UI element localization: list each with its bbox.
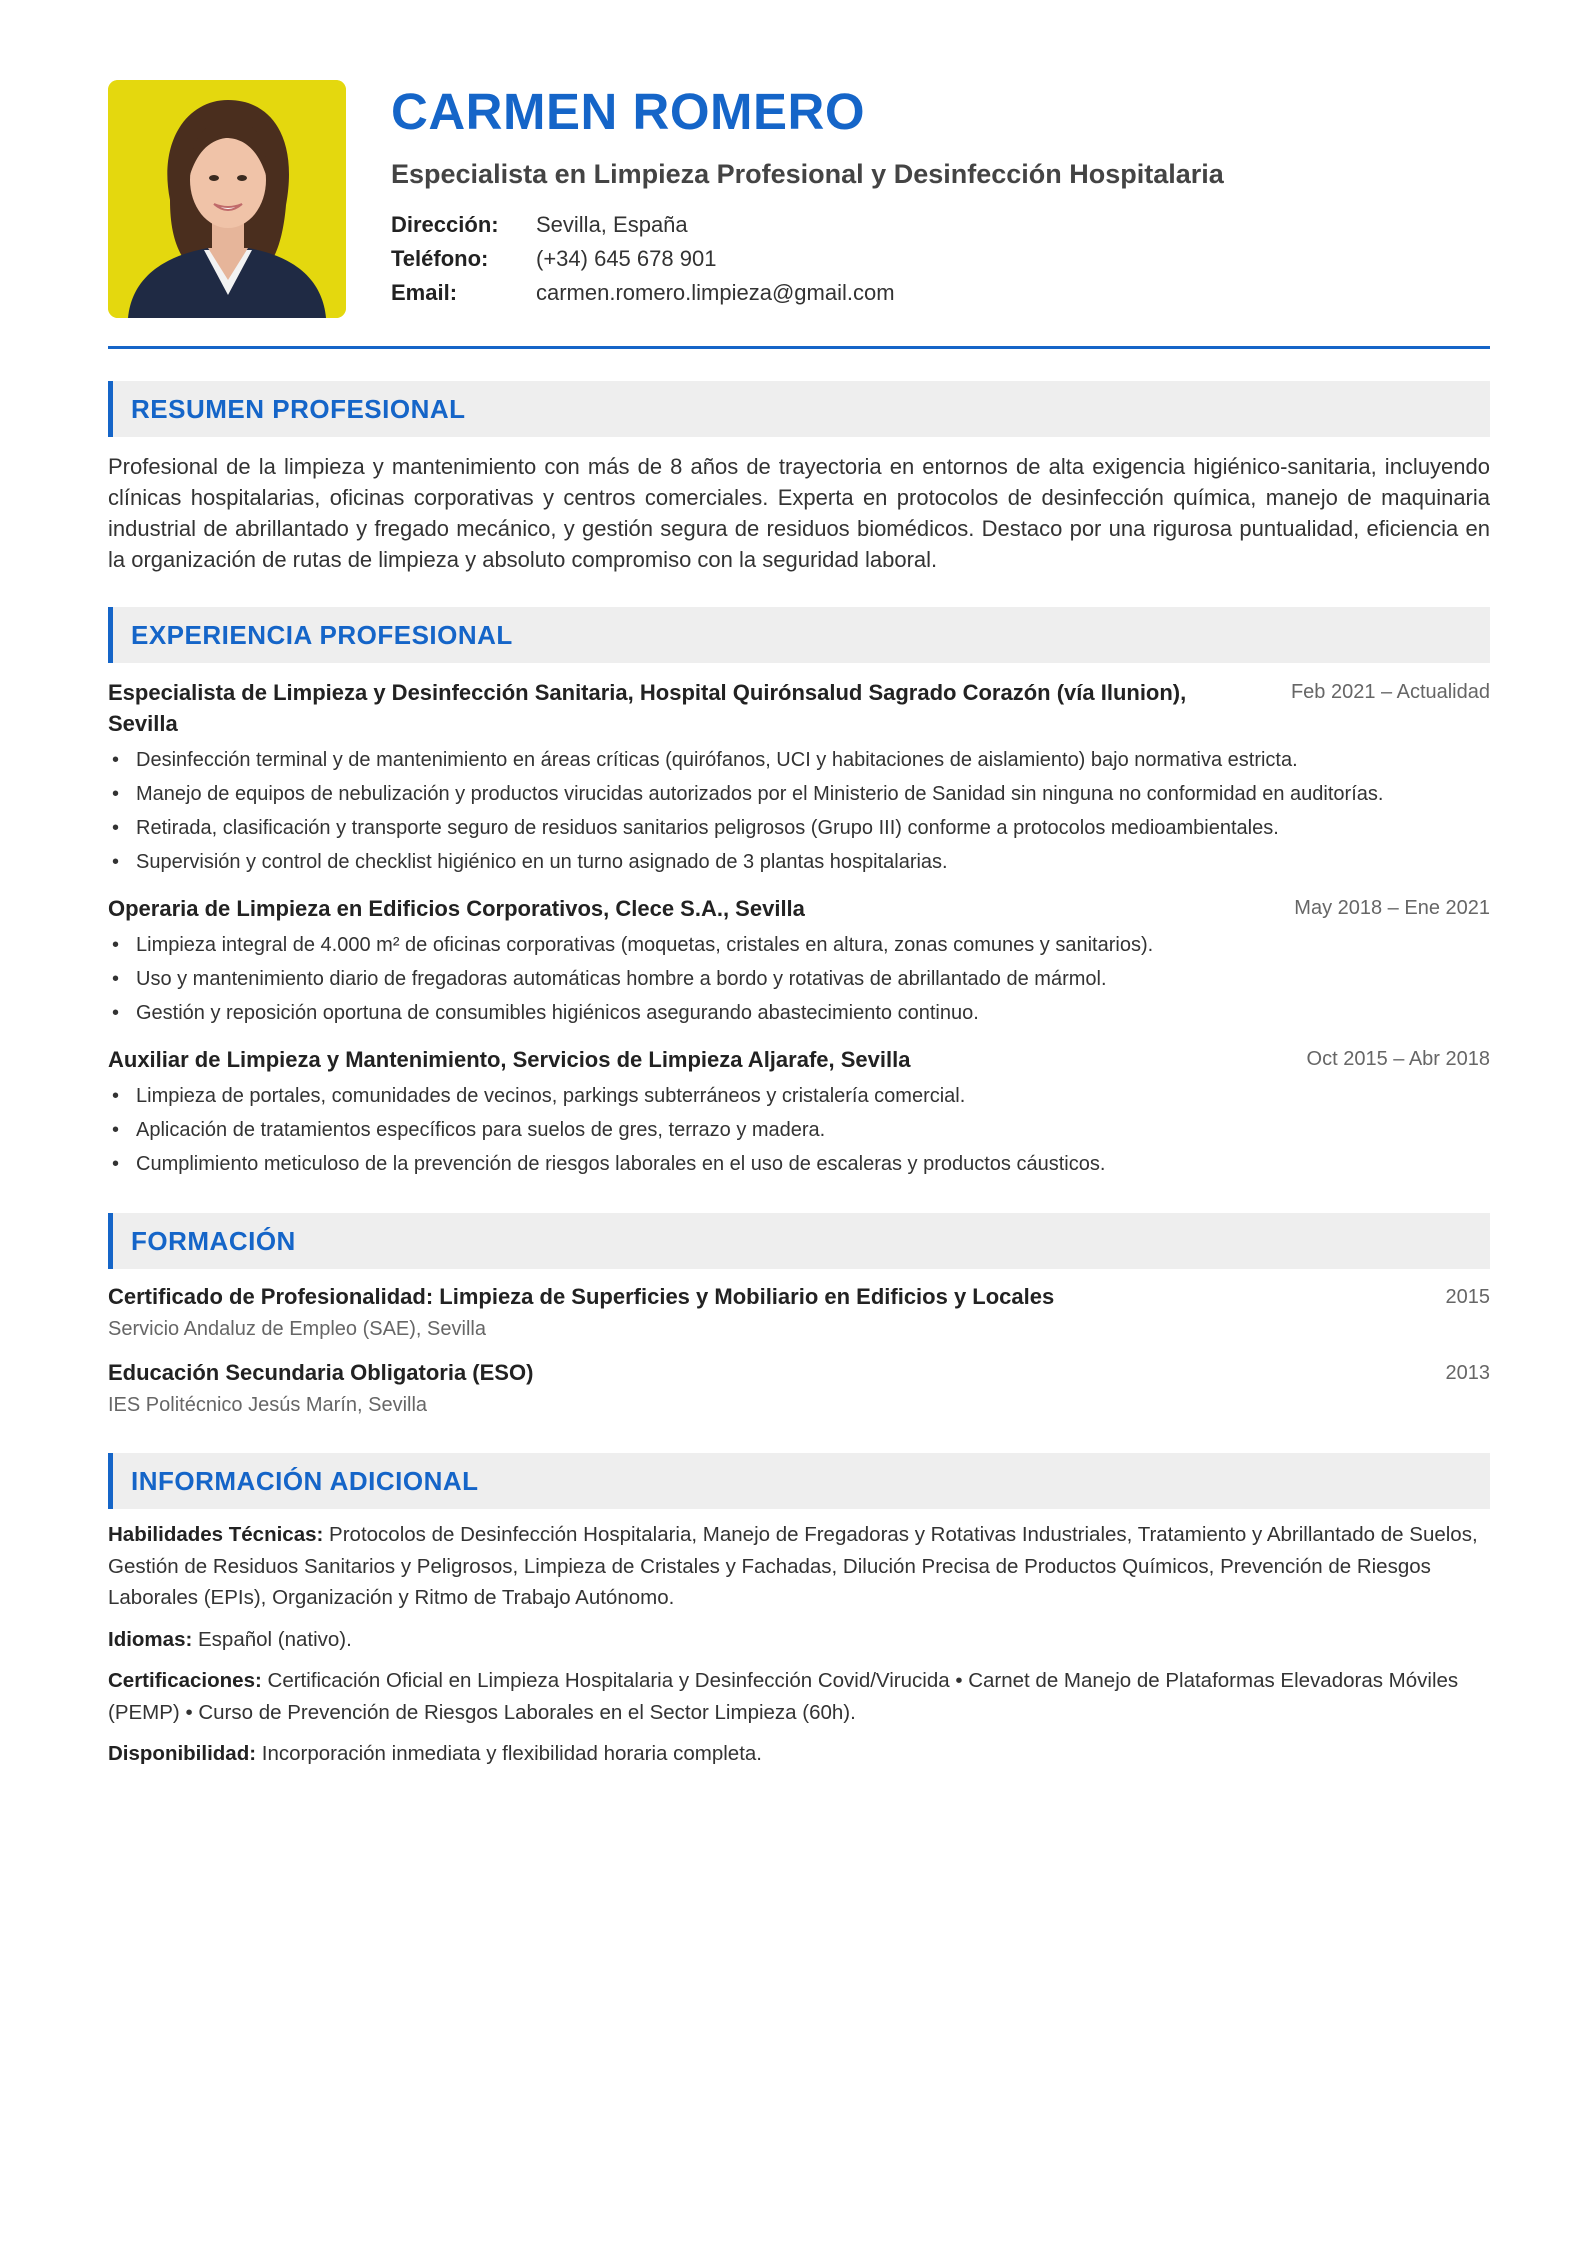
job-bullet: • Retirada, clasificación y transporte seguro de residuos sanitarios peligrosos (Grupo III) conforme a protocolos medioambientales. — [108, 811, 1490, 845]
job-bullet: • Gestión y reposición oportuna de consumibles higiénicos asegurando abastecimiento continuo. — [108, 996, 1490, 1030]
additional-skills — [108, 1519, 1490, 1614]
section-header-experience — [108, 607, 1490, 663]
resume-page — [108, 80, 1490, 1770]
education-year: 2013 — [1445, 1362, 1490, 1384]
job-date: Oct 2015 – Abr 2018 — [1306, 1048, 1490, 1070]
education-entry — [108, 1357, 1490, 1421]
education-school: IES Politécnico Jesús Marín, Sevilla — [108, 1394, 428, 1416]
education-title: Educación Secundaria Obligatoria (ESO) — [108, 1360, 534, 1385]
summary-text: Profesional de la limpieza y mantenimiento con más de 8 años de trayectoria en entornos de alta exigencia higiénico-sanitaria, incluyendo clínicas hospitalarias, oficinas corporativas y centros comerciales. Experta en protocolos de desinfección química, manejo de maquinaria industrial de abrillantado y fregado mecánico, y gestión segura de residuos biomédicos. Destaco por una rigurosa puntualidad, eficiencia en la organización de rutas de limpieza y absoluto compromiso con la seguridad laboral. — [108, 454, 1490, 572]
contact-list — [391, 208, 1224, 310]
education-entry — [108, 1281, 1490, 1345]
job-bullet: • Uso y mantenimiento diario de fregadoras automáticas hombre a bordo y rotativas de abrillantado de mármol. — [108, 962, 1490, 996]
additional-label: Certificaciones: — [108, 1669, 262, 1692]
job-bullets — [108, 1079, 1490, 1181]
job-bullet: • Supervisión y control de checklist higiénico en un turno asignado de 3 plantas hospitalarias. — [108, 845, 1490, 879]
resume-header — [108, 80, 1490, 318]
candidate-name: CARMEN ROMERO — [391, 83, 865, 140]
additional-availability — [108, 1738, 1490, 1770]
job-bullet: • Aplicación de tratamientos específicos para suelos de gres, terrazo y madera. — [108, 1113, 1490, 1147]
additional-languages — [108, 1624, 1490, 1656]
job-date: May 2018 – Ene 2021 — [1294, 897, 1490, 919]
section-header-summary — [108, 381, 1490, 437]
contact-value: Sevilla, España — [536, 212, 688, 237]
education-year: 2015 — [1445, 1286, 1490, 1308]
section-title: INFORMACIÓN ADICIONAL — [131, 1465, 479, 1496]
additional-label: Idiomas: — [108, 1627, 193, 1651]
additional-certifications — [108, 1665, 1490, 1728]
additional-text: Protocolos de Desinfección Hospitalaria, Manejo de Fregadoras y Rotativas Industriales, Tratamiento y Abrillantado de Suelos, Gestión de Residuos Sanitarios y Peligrosos, Limpieza de Cristales y Fachadas, Dilución Precisa de Productos Químicos, Prevención de Riesgos Laborales (EPIs), Organización y Ritmo de Trabajo Autónomo. — [108, 1523, 1478, 1609]
contact-label: Teléfono: — [391, 246, 489, 271]
contact-row-phone — [391, 242, 1224, 276]
job-bullets — [108, 743, 1490, 879]
job-bullet: • Cumplimiento meticuloso de la prevención de riesgos laborales en el uso de escaleras y productos cáusticos. — [108, 1147, 1490, 1181]
contact-label: Dirección: — [391, 212, 499, 237]
contact-row-email — [391, 276, 1224, 310]
job-bullet: • Desinfección terminal y de mantenimiento en áreas críticas (quirófanos, UCI y habitaciones de aislamiento) bajo normativa estricta. — [108, 743, 1490, 777]
job-title: Auxiliar de Limpieza y Mantenimiento, Servicios de Limpieza Aljarafe, Sevilla — [108, 1047, 911, 1072]
job-bullets — [108, 928, 1490, 1030]
additional-text: Español (nativo). — [192, 1627, 352, 1651]
section-header-education — [108, 1213, 1490, 1269]
job-bullet: • Limpieza integral de 4.000 m² de oficinas corporativas (moquetas, cristales en altura, zonas comunes y sanitarios). — [108, 928, 1490, 962]
header-divider — [108, 346, 1490, 349]
profile-photo — [108, 80, 346, 318]
section-title: EXPERIENCIA PROFESIONAL — [131, 619, 513, 650]
contact-value: (+34) 645 678 901 — [536, 246, 717, 271]
additional-label: Disponibilidad: — [108, 1742, 257, 1765]
education-school: Servicio Andaluz de Empleo (SAE), Sevilla — [108, 1318, 486, 1340]
job-entry — [108, 1044, 1490, 1181]
header-info — [391, 80, 1224, 310]
section-header-additional — [108, 1453, 1490, 1509]
contact-row-address — [391, 208, 1224, 242]
education-title: Certificado de Profesionalidad: Limpieza de Superficies y Mobiliario en Edificios y Locales — [108, 1284, 1055, 1309]
section-title: FORMACIÓN — [131, 1225, 296, 1256]
contact-label: Email: — [391, 280, 458, 305]
job-title: Operaria de Limpieza en Edificios Corporativos, Clece S.A., Sevilla — [108, 896, 805, 921]
job-bullet: • Limpieza de portales, comunidades de vecinos, parkings subterráneos y cristalería comercial. — [108, 1079, 1490, 1113]
additional-text: Certificación Oficial en Limpieza Hospitalaria y Desinfección Covid/Virucida • Carnet de Manejo de Plataformas Elevadoras Móviles (PEMP) • Curso de Prevención de Riesgos Laborales en el Sector Limpieza (60h). — [108, 1669, 1459, 1724]
section-title: RESUMEN PROFESIONAL — [131, 393, 466, 424]
job-date: Feb 2021 – Actualidad — [1290, 681, 1490, 703]
job-title: Especialista de Limpieza y Desinfección Sanitaria, Hospital Quirónsalud Sagrado Corazón (vía Ilunion), Sevilla — [108, 680, 1187, 736]
additional-text: Incorporación inmediata y flexibilidad horaria completa. — [256, 1742, 762, 1765]
contact-value: carmen.romero.limpieza@gmail.com — [536, 280, 895, 305]
job-bullet: • Manejo de equipos de nebulización y productos virucidas autorizados por el Ministerio de Sanidad sin ninguna no conformidad en auditorías. — [108, 777, 1490, 811]
job-entry — [108, 677, 1490, 879]
person-portrait-icon — [108, 80, 346, 318]
additional-label: Habilidades Técnicas: — [108, 1523, 324, 1546]
candidate-title: Especialista en Limpieza Profesional y Desinfección Hospitalaria — [391, 159, 1224, 189]
job-entry — [108, 893, 1490, 1030]
